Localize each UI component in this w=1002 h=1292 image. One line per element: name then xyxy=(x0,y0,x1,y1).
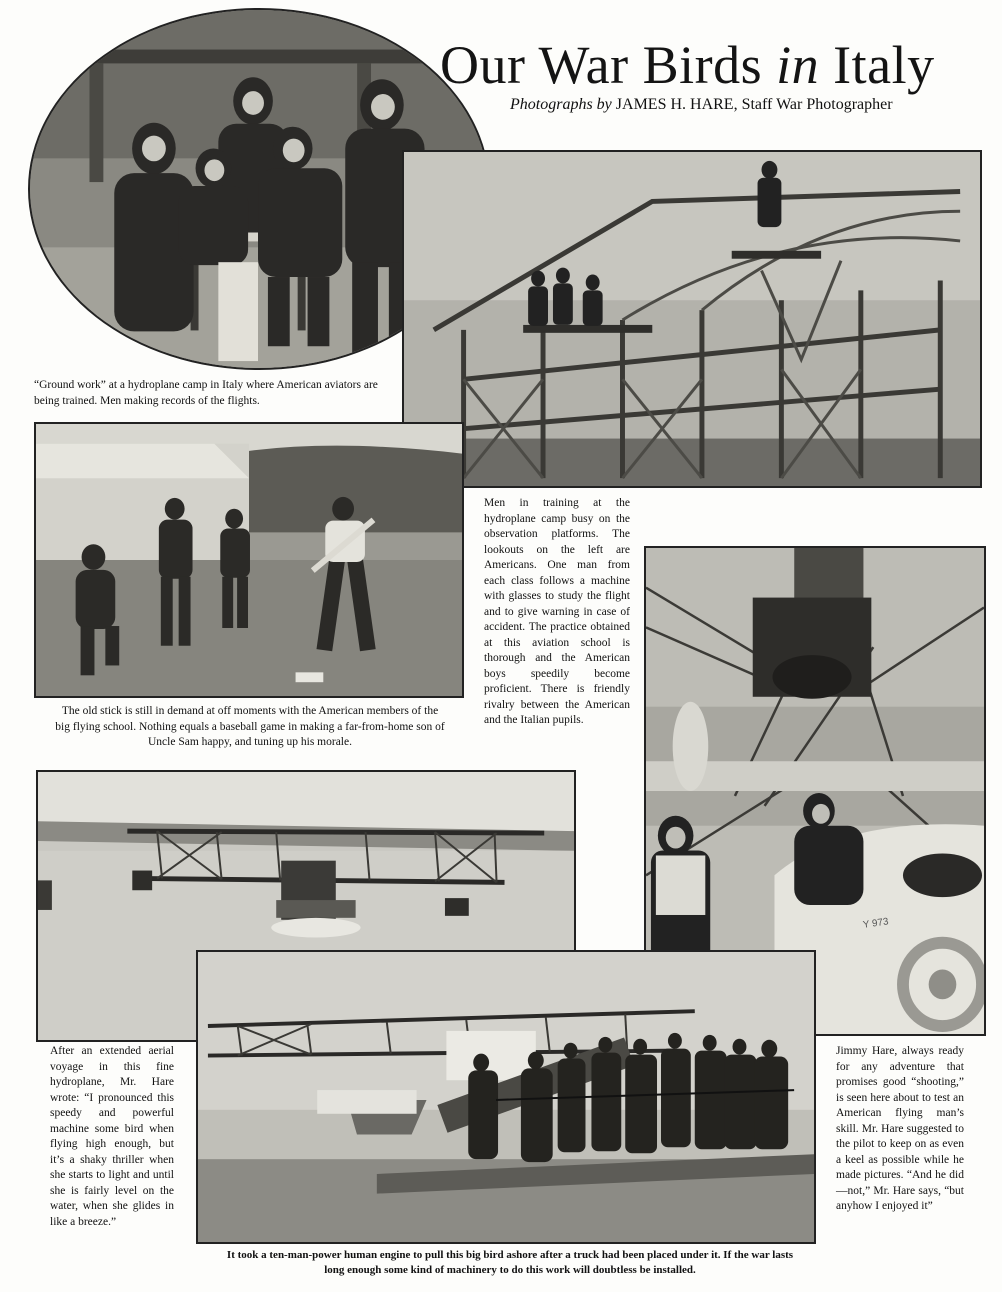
plane-serial-marking: Y 973 xyxy=(862,916,890,931)
photo-pulling-plane-ashore xyxy=(196,950,816,1244)
caption-baseball: The old stick is still in demand at off moments with the American members of the big flying school. Nothing equals a baseball game in making a far-from-home son of Uncle Sam happy, and tuning up his morale. xyxy=(55,705,445,748)
caption-pull-ashore: It took a ten-man-power human engine to pull this big bird ashore after a truck had been placed under it. If the war lasts long enough some kind of machinery to do this work will doubtless be installed. xyxy=(226,1249,794,1276)
caption-ground-work: “Ground work” at a hydroplane camp in Italy where American aviators are being trained. Men making records of the flights. xyxy=(34,379,378,407)
photo-baseball xyxy=(34,422,464,698)
caption-jimmy-hare: Jimmy Hare, always ready for any adventure that promises good “shooting,” is seen here about to test an American flying man’s skill. Mr. Hare suggested to the pilot to keep on as even a keel as possible while he made pictures. “And he did—not,” Mr. Hare says, “but anyhow I enjoyed it” xyxy=(836,1045,964,1212)
photo-credit-byline: Photographs by JAMES H. HARE, Staff War Photographer xyxy=(510,96,893,113)
caption-voyage: After an extended aerial voyage in this fine hydroplane, Mr. Hare wrote: “I pronounced this speedy and powerful machine some bird when flying high enough, but it’s a shaky thriller when she starts to light and until she is fairly level on the water, when she glides in like a breeze.” xyxy=(50,1045,174,1228)
page-title: Our War Birds in Italy xyxy=(440,35,935,95)
caption-training: Men in training at the hydroplane camp busy on the observation platforms. The lookouts on the left are Americans. One man from each class follows a machine with glasses to study the flight and to give warning in case of accident. The practice obtained at this aviation school is thorough and the American boys speedily become proficient. There is friendly rivalry between the American and the Italian pupils. xyxy=(484,497,630,726)
photo-observation-platform xyxy=(402,150,982,488)
